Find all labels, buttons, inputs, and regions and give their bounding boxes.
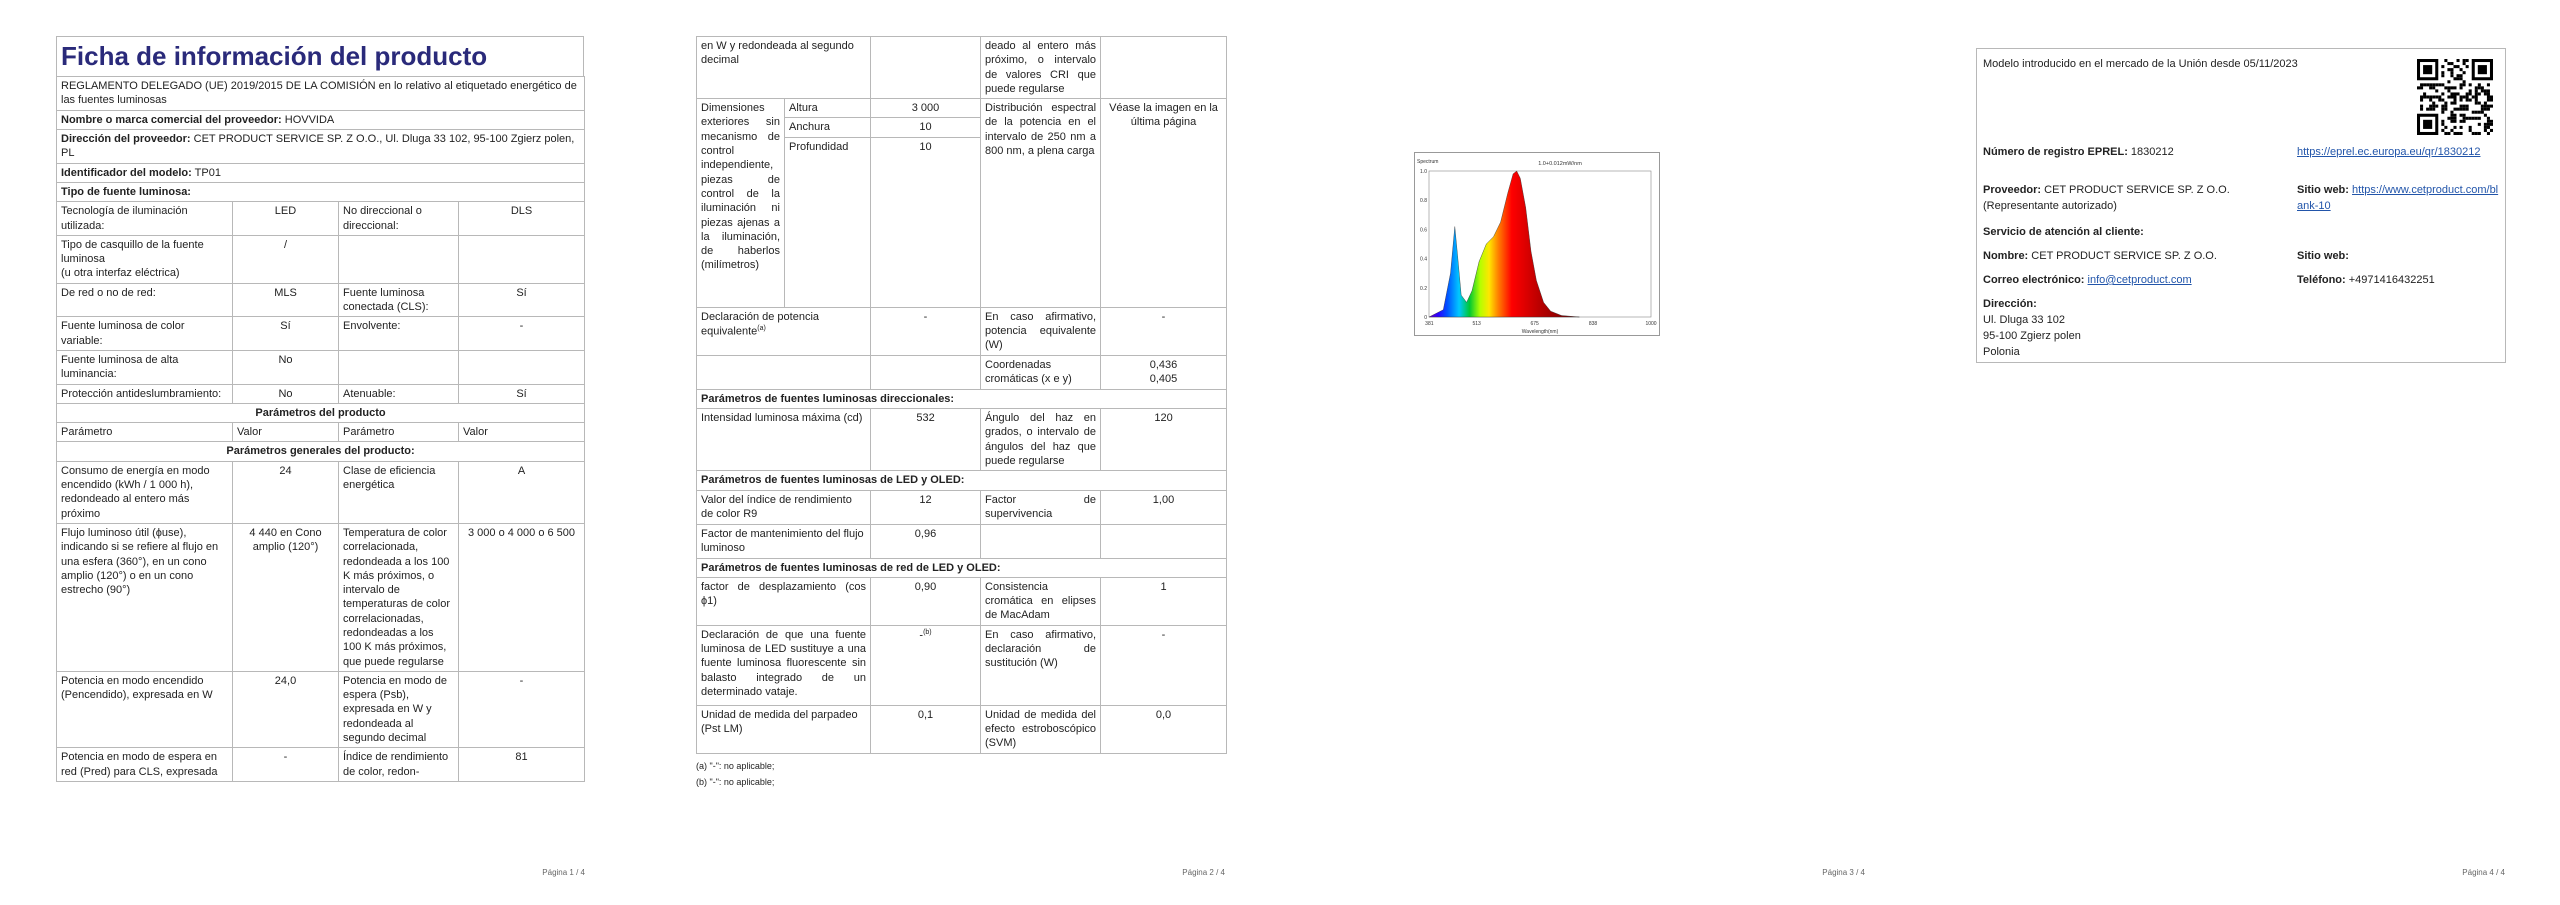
param-value: A — [459, 461, 585, 523]
param-value: / — [233, 235, 339, 283]
y-tick-label: 1.0 — [1420, 169, 1427, 175]
param-label: Potencia en modo encendido (Pencendido), expresada en W — [57, 671, 233, 747]
param-value: No — [233, 384, 339, 403]
address-label: Dirección: — [1983, 298, 2037, 310]
spectrum-chart — [1414, 152, 1660, 336]
model-row — [57, 163, 585, 182]
model-value: TP01 — [194, 166, 221, 179]
email-label: Correo electrónico: — [1983, 274, 2085, 286]
col-header: Parámetro — [339, 423, 459, 442]
chart-title: 1.0+0.012mW/nm — [1538, 161, 1582, 167]
survival-label: Factor de supervivencia — [981, 490, 1101, 524]
col-header: Valor — [233, 423, 339, 442]
empty-cell — [871, 355, 981, 389]
page-number: Página 1 / 4 — [542, 868, 585, 877]
param-label: Protección antideslumbramiento: — [57, 384, 233, 403]
replace-label: Declaración de que una fuente luminosa de LED sustituye a una fuente luminosa fluorescente sin balasto integrado de un determinado vataje. — [697, 625, 871, 705]
table-row — [57, 202, 585, 236]
param-value — [459, 350, 585, 384]
product-params-header: Parámetros del producto — [57, 403, 585, 422]
supplier-address-row — [57, 130, 585, 164]
cos-value: 0,90 — [871, 577, 981, 625]
replace-value: - — [919, 629, 924, 642]
svm-label: Unidad de medida del efecto estroboscópico (SVM) — [981, 705, 1101, 753]
chroma-label: Coordenadas cromáticas (x e y) — [981, 355, 1101, 389]
equiv-label: Declaración de potencia equivalente — [701, 310, 820, 338]
intensity-value: 532 — [871, 409, 981, 471]
email-link[interactable]: info@cetproduct.com — [2087, 274, 2192, 286]
address-line: Ul. Dluga 33 102 — [1983, 313, 2065, 326]
x-tick-label: 1000 — [1645, 321, 1657, 327]
param-value: Sí — [459, 384, 585, 403]
qr-code-icon[interactable] — [2417, 59, 2493, 135]
y-tick-label: 0.4 — [1420, 256, 1427, 263]
dim-value: 10 — [871, 137, 981, 307]
table-row — [57, 283, 585, 317]
supplier-address-value: CET PRODUCT SERVICE SP. Z O.O., Ul. Dluga 33 102, 95-100 Zgierz polen, PL — [61, 133, 575, 160]
parameters-table — [696, 36, 1227, 754]
page-number: Página 3 / 4 — [1822, 868, 1865, 877]
spectrum-series — [1429, 171, 1579, 317]
table-row — [57, 235, 585, 283]
mains-header: Parámetros de fuentes luminosas de red de LED y OLED: — [697, 558, 1227, 577]
survival-value: 1,00 — [1101, 490, 1227, 524]
page-number: Página 4 / 4 — [2462, 868, 2505, 877]
x-tick-label: 513 — [1472, 321, 1481, 327]
table-row — [57, 523, 585, 671]
empty-cell — [981, 524, 1101, 558]
web-link[interactable]: https://www.cetproduct.com/blank-10 — [2297, 184, 2499, 212]
y-tick-label: 0.8 — [1420, 198, 1427, 205]
x-tick-label: 675 — [1530, 321, 1539, 327]
directional-header: Parámetros de fuentes luminosas direccionales: — [697, 389, 1227, 408]
cell-text: deado al entero más próximo, o intervalo de valores CRI que puede regularse — [981, 37, 1101, 99]
table-row — [57, 317, 585, 351]
phone-label: Teléfono: — [2297, 274, 2346, 286]
param-label: Tecnología de iluminación utilizada: — [57, 202, 233, 236]
beam-label: Ángulo del haz en grados, o intervalo de ángulos del haz que puede regularse — [981, 409, 1101, 471]
supplier-address-label: Dirección del proveedor: — [61, 133, 191, 146]
replace-right-label: En caso afirmativo, declaración de sustitución (W) — [981, 625, 1101, 705]
param-value: 4 440 en Cono amplio (120°) — [233, 523, 339, 671]
footnote-b: (b) "-": no aplicable; — [696, 777, 775, 788]
param-value: DLS — [459, 202, 585, 236]
footnote-ref: (b) — [923, 628, 932, 636]
footnote-ref: (a) — [757, 325, 766, 333]
name-value: CET PRODUCT SERVICE SP. Z O.O. — [2031, 250, 2217, 262]
led-header: Parámetros de fuentes luminosas de LED y OLED: — [697, 471, 1227, 490]
param-label: Temperatura de color correlacionada, redondeada a los 100 K más próximos, o intervalo de temperaturas de color correlacionadas, redondeadas a los 100 K más próximos, que puede regularse — [339, 523, 459, 671]
footnotes — [696, 758, 1226, 790]
param-value — [459, 235, 585, 283]
param-label — [339, 350, 459, 384]
supplier-name-row — [57, 110, 585, 129]
param-label: Fuente luminosa de alta luminancia: — [57, 350, 233, 384]
maint-value: 0,96 — [871, 524, 981, 558]
page-2 — [640, 0, 1280, 905]
x-axis-label: Wavelength(nm) — [1521, 329, 1559, 335]
cell-text: en W y redondeada al segundo decimal — [697, 37, 871, 99]
r9-label: Valor del índice de rendimiento de color R9 — [697, 490, 871, 524]
macadam-label: Consistencia cromática en elipses de MacAdam — [981, 577, 1101, 625]
param-label: Tipo de casquillo de la fuente luminosa (u otra interfaz eléctrica) — [57, 235, 233, 283]
param-value: 24,0 — [233, 671, 339, 747]
param-value: 24 — [233, 461, 339, 523]
replace-right-value: - — [1101, 625, 1227, 705]
empty-cell — [697, 355, 871, 389]
param-label: Consumo de energía en modo encendido (kWh / 1 000 h), redondeado al entero más próximo — [57, 461, 233, 523]
page-4 — [1920, 0, 2560, 905]
document-title: Ficha de información del producto — [56, 36, 584, 76]
y-tick-label: 0.6 — [1420, 227, 1427, 234]
equiv-right-value: - — [1101, 307, 1227, 355]
page-1 — [0, 0, 640, 905]
empty-cell — [1101, 524, 1227, 558]
beam-value: 120 — [1101, 409, 1227, 471]
table-row — [57, 384, 585, 403]
supplier-label: Proveedor: — [1983, 184, 2042, 196]
y-axis-label: Spectrum — [1417, 159, 1439, 165]
table-row — [57, 461, 585, 523]
address-line: 95-100 Zgierz polen — [1983, 329, 2081, 342]
param-value: MLS — [233, 283, 339, 317]
supplier-value: CET PRODUCT SERVICE SP. Z O.O. (Representante autorizado) — [1983, 184, 2230, 212]
param-value: 3 000 o 4 000 o 6 500 — [459, 523, 585, 671]
eprel-link[interactable]: https://eprel.ec.europa.eu/qr/1830212 — [2297, 146, 2481, 158]
param-label: No direccional o direccional: — [339, 202, 459, 236]
cos-label: factor de desplazamiento (cos ϕ1) — [697, 577, 871, 625]
param-label: Potencia en modo de espera en red (Pred) para CLS, expresada — [57, 748, 233, 782]
service-label: Servicio de atención al cliente: — [1983, 226, 2144, 238]
table-row — [57, 748, 585, 782]
spectral-value: Véase la imagen en la última página — [1101, 99, 1227, 308]
macadam-value: 1 — [1101, 577, 1227, 625]
spectral-label: Distribución espectral de la potencia en el intervalo de 250 nm a 800 nm, a plena carga — [981, 99, 1101, 308]
address-line: Polonia — [1983, 345, 2020, 358]
eprel-label: Número de registro EPREL: — [1983, 146, 2128, 158]
source-type-label: Tipo de fuente luminosa: — [57, 182, 585, 201]
y-tick-label: 0 — [1424, 315, 1427, 321]
general-params-header: Parámetros generales del producto: — [57, 442, 585, 461]
flicker-label: Unidad de medida del parpadeo (Pst LM) — [697, 705, 871, 753]
param-value: Sí — [459, 283, 585, 317]
param-label: Atenuable: — [339, 384, 459, 403]
param-label: Fuente luminosa conectada (CLS): — [339, 283, 459, 317]
y-tick-label: 0.2 — [1420, 285, 1427, 292]
param-value: - — [459, 671, 585, 747]
param-label: Flujo luminoso útil (ϕuse), indicando si se refiere al flujo en una esfera (360°), en un cono amplio (120°) o en un cono estrecho (90°) — [57, 523, 233, 671]
param-label: Envolvente: — [339, 317, 459, 351]
page-3 — [1280, 0, 1920, 905]
replace-cell — [871, 625, 981, 705]
equiv-cell — [697, 307, 871, 355]
param-value: No — [233, 350, 339, 384]
svm-value: 0,0 — [1101, 705, 1227, 753]
supplier-name-label: Nombre o marca comercial del proveedor: — [61, 113, 282, 126]
param-label: Clase de eficiencia energética — [339, 461, 459, 523]
param-label: Índice de rendimiento de color, redon- — [339, 748, 459, 782]
col-header: Valor — [459, 423, 585, 442]
contact-box — [1976, 48, 2506, 363]
footnote-a: (a) "-": no aplicable; — [696, 760, 775, 771]
col-header: Parámetro — [57, 423, 233, 442]
supplier-name-value: HOVVIDA — [284, 113, 335, 126]
intro-text: Modelo introducido en el mercado de la Unión desde 05/11/2023 — [1983, 58, 2298, 70]
page-number: Página 2 / 4 — [1182, 868, 1225, 877]
x-tick-label: 381 — [1425, 321, 1434, 327]
phone-value: +4971416432251 — [2348, 274, 2435, 286]
x-tick-label: 838 — [1588, 321, 1598, 327]
param-label: Potencia en modo de espera (Psb), expresada en W y redondeada al segundo decimal — [339, 671, 459, 747]
name-label: Nombre: — [1983, 250, 2029, 262]
table-row — [57, 350, 585, 384]
dim-value: 3 000 — [871, 99, 981, 118]
param-label — [339, 235, 459, 283]
web2-label: Sitio web: — [2297, 250, 2349, 262]
dim-value: 10 — [871, 118, 981, 137]
param-value: LED — [233, 202, 339, 236]
param-label: Fuente luminosa de color variable: — [57, 317, 233, 351]
param-value: Sí — [233, 317, 339, 351]
dimensions-label: Dimensiones exteriores sin mecanismo de control independiente, piezas de control de la iluminación ni piezas ajenas a la iluminación, de haberlos (milímetros) — [697, 99, 785, 308]
cell-text — [1101, 37, 1227, 99]
dim-name: Altura — [785, 99, 871, 118]
flicker-value: 0,1 — [871, 705, 981, 753]
spectrum-svg — [1415, 153, 1661, 337]
cell-text — [871, 37, 981, 99]
equiv-value: - — [871, 307, 981, 355]
param-value: 81 — [459, 748, 585, 782]
chroma-value: 0,436 0,405 — [1101, 355, 1227, 389]
intensity-label: Intensidad luminosa máxima (cd) — [697, 409, 871, 471]
web-label: Sitio web: — [2297, 184, 2349, 196]
dim-name: Anchura — [785, 118, 871, 137]
param-label: De red o no de red: — [57, 283, 233, 317]
param-value: - — [233, 748, 339, 782]
equiv-right-label: En caso afirmativo, potencia equivalente (W) — [981, 307, 1101, 355]
table-row — [57, 671, 585, 747]
product-info-table — [56, 76, 585, 782]
dim-name: Profundidad — [785, 137, 871, 307]
model-label: Identificador del modelo: — [61, 166, 192, 179]
eprel-value: 1830212 — [2130, 146, 2174, 158]
regulation-text: REGLAMENTO DELEGADO (UE) 2019/2015 DE LA COMISIÓN en lo relativo al etiquetado energético de las fuentes luminosas — [57, 77, 585, 111]
param-value: - — [459, 317, 585, 351]
maint-label: Factor de mantenimiento del flujo luminoso — [697, 524, 871, 558]
r9-value: 12 — [871, 490, 981, 524]
